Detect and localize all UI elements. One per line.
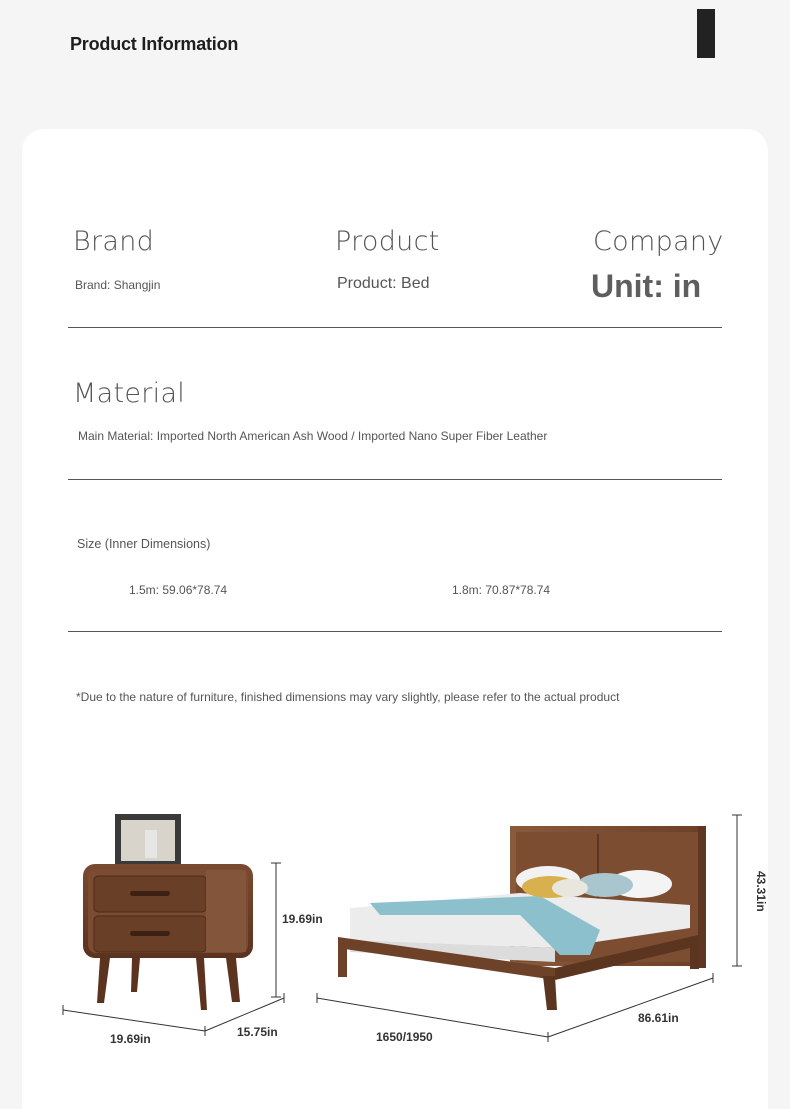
- header-accent-bar: [697, 9, 715, 58]
- nightstand-width-label: 19.69in: [110, 1032, 151, 1046]
- size-option-1-8m: 1.8m: 70.87*78.74: [452, 583, 551, 597]
- product-heading: Product: [335, 226, 440, 257]
- unit-value: Unit: in: [591, 268, 702, 304]
- divider: [68, 327, 722, 328]
- bed-length-label: 86.61in: [638, 1011, 679, 1025]
- product-value: Product: Bed: [337, 275, 430, 292]
- nightstand-height-label: 19.69in: [282, 912, 323, 926]
- material-value: Main Material: Imported North American Ash Wood / Imported Nano Super Fiber Leather: [78, 429, 548, 443]
- size-label: Size (Inner Dimensions): [77, 537, 211, 551]
- bed-width-label: 1650/1950: [376, 1030, 433, 1044]
- bed-height-label: 43.31in: [754, 871, 768, 912]
- dimension-note: *Due to the nature of furniture, finished dimensions may vary slightly, please refer to the actual product: [76, 690, 620, 704]
- brand-value: Brand: Shangjin: [75, 278, 161, 292]
- divider: [68, 631, 722, 632]
- size-option-1-5m: 1.5m: 59.06*78.74: [129, 583, 228, 597]
- divider: [68, 479, 722, 480]
- page-title: Product Information: [70, 34, 239, 54]
- nightstand-depth-label: 15.75in: [237, 1025, 278, 1039]
- company-heading: Company: [593, 226, 724, 257]
- bed-illustration: [338, 826, 706, 1010]
- product-dimension-figure: [0, 790, 790, 1090]
- material-heading: Material: [73, 378, 186, 409]
- brand-heading: Brand: [73, 226, 155, 257]
- nightstand-illustration: [83, 814, 253, 1010]
